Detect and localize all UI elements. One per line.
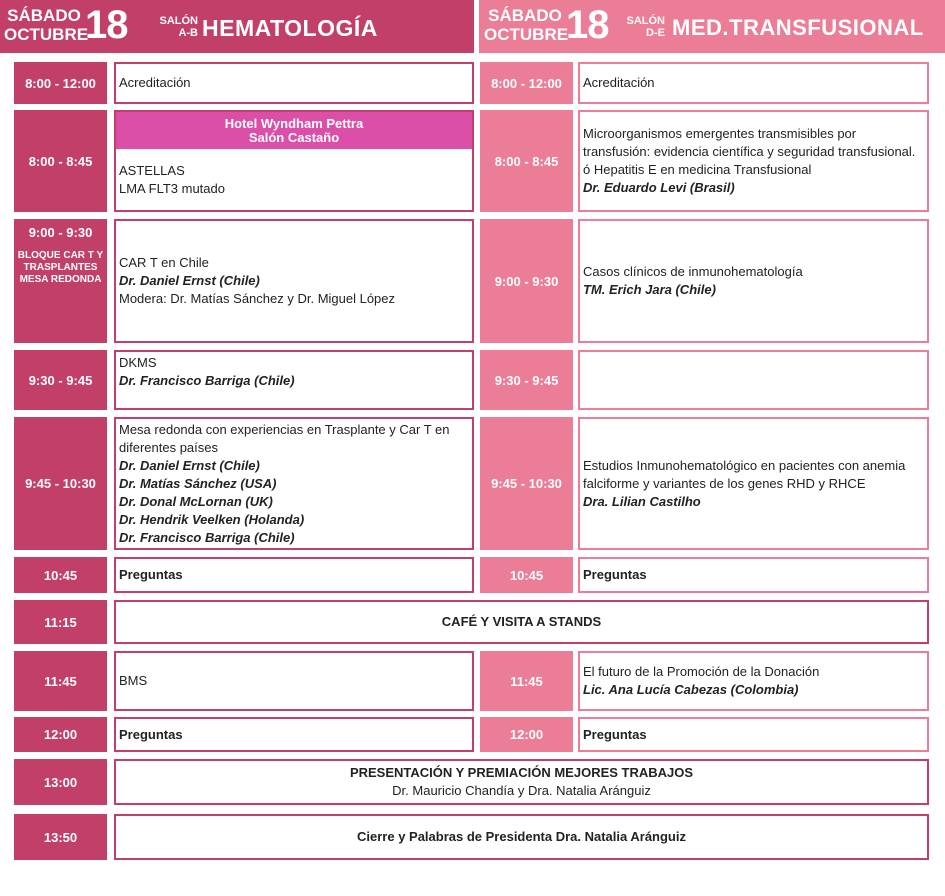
time-cell: 9:30 - 9:45 — [14, 350, 107, 410]
session-speaker: Dr. Hendrik Veelken (Holanda) — [119, 511, 305, 527]
session-moderator: Modera: Dr. Matías Sánchez y Dr. Miguel López — [119, 291, 396, 306]
header-date: 18 — [566, 3, 609, 47]
session-box — [114, 110, 474, 212]
salon-label: SALÓN — [626, 15, 665, 27]
time-cell: 8:00 - 8:45 — [14, 110, 107, 212]
session-title: Cierre y Palabras de Presidenta Dra. Natalia Aránguiz — [357, 829, 686, 844]
session-box — [578, 62, 929, 104]
session-box — [114, 717, 474, 752]
time-cell: 9:30 - 9:45 — [480, 350, 573, 410]
right-room-header — [479, 0, 945, 53]
time-label: 9:00 - 9:30 — [28, 225, 93, 240]
session-title: BMS — [119, 673, 148, 688]
session-speaker: Dr. Donal McLornan (UK) — [119, 493, 273, 509]
session-box — [114, 417, 474, 550]
session-title: Preguntas — [119, 726, 183, 742]
salon-code: A-B — [178, 27, 198, 39]
session-title: CAR T en Chile — [119, 255, 209, 270]
session-title: Preguntas — [119, 567, 183, 582]
session-box-empty — [578, 350, 929, 410]
salon-label: SALÓN — [159, 15, 198, 27]
room-name: HEMATOLOGÍA — [202, 15, 378, 41]
time-cell: 13:00 — [14, 759, 107, 805]
session-speaker: Dr. Daniel Ernst (Chile) — [119, 457, 260, 473]
session-speaker: Dr. Francisco Barriga (Chile) — [119, 373, 295, 388]
session-speaker: Dr. Francisco Barriga (Chile) — [119, 529, 295, 545]
session-title: CAFÉ Y VISITA A STANDS — [441, 614, 602, 629]
time-cell: 9:45 - 10:30 — [14, 417, 107, 550]
session-box — [578, 219, 929, 343]
time-cell: 11:15 — [14, 600, 107, 644]
header-month: OCTUBRE — [484, 25, 569, 44]
session-title: Preguntas — [583, 726, 647, 742]
session-box-full — [114, 600, 929, 644]
hotel-banner — [116, 112, 472, 149]
header-day-name: SÁBADO — [7, 6, 81, 25]
time-cell: 9:00 - 9:30 — [480, 219, 573, 343]
session-box — [578, 651, 929, 711]
block-label: BLOQUE CAR T Y TRASPLANTES MESA REDONDA — [17, 250, 104, 285]
session-title: El futuro de la Promoción de la Donación — [583, 664, 820, 679]
session-subtitle: Dr. Mauricio Chandía y Dra. Natalia Aránguiz — [392, 783, 651, 798]
session-box-full — [114, 759, 929, 805]
session-speaker: Dra. Lilian Castilho — [583, 493, 701, 509]
time-cell: 11:45 — [480, 651, 573, 711]
session-box — [114, 350, 474, 410]
session-title: Estudios Inmunohematológico en pacientes con anemia falciforme y variantes de los genes RHD y RHCE — [583, 457, 906, 491]
salon-code: D-E — [646, 27, 665, 39]
session-speaker: Dr. Eduardo Levi (Brasil) — [583, 180, 735, 195]
time-cell — [14, 219, 107, 343]
header-day-name: SÁBADO — [488, 6, 562, 25]
room-name: MED.TRANSFUSIONAL — [672, 15, 924, 40]
time-cell: 13:50 — [14, 814, 107, 860]
session-box — [114, 62, 474, 104]
header-day — [4, 6, 89, 44]
session-title: DKMS — [119, 355, 157, 370]
session-sponsor: ASTELLAS — [119, 163, 185, 178]
left-room-header — [0, 0, 474, 53]
header-salon — [152, 15, 198, 39]
session-title: Mesa redonda con experiencias en Trasplante y Car T en diferentes países — [119, 421, 450, 455]
header-date: 18 — [85, 3, 128, 47]
session-box — [578, 557, 929, 593]
time-cell: 12:00 — [480, 717, 573, 752]
session-box — [114, 651, 474, 711]
session-speaker: TM. Erich Jara (Chile) — [583, 282, 716, 297]
session-title: Casos clínicos de inmunohematología — [583, 264, 803, 279]
session-title: PRESENTACIÓN Y PREMIACIÓN MEJORES TRABAJOS — [349, 765, 694, 780]
session-title: Acreditación — [119, 75, 191, 90]
time-cell: 10:45 — [480, 557, 573, 593]
session-title: Acreditación — [583, 75, 655, 90]
session-title: Preguntas — [583, 567, 647, 582]
time-cell: 9:45 - 10:30 — [480, 417, 573, 550]
time-cell: 10:45 — [14, 557, 107, 593]
session-box — [578, 110, 929, 212]
time-cell: 11:45 — [14, 651, 107, 711]
session-speaker: Dr. Matías Sánchez (USA) — [119, 475, 277, 491]
session-box — [578, 717, 929, 752]
time-cell: 12:00 — [14, 717, 107, 752]
session-speaker: Lic. Ana Lucía Cabezas (Colombia) — [583, 682, 799, 697]
session-title: LMA FLT3 mutado — [119, 181, 225, 196]
session-box-full — [114, 814, 929, 860]
hotel-name: Hotel Wyndham Pettra — [224, 115, 364, 131]
hotel-room: Salón Castaño — [248, 129, 340, 145]
session-box — [114, 219, 474, 343]
time-cell: 8:00 - 12:00 — [480, 62, 573, 104]
session-box — [578, 417, 929, 550]
header-month: OCTUBRE — [4, 25, 89, 44]
time-cell: 8:00 - 12:00 — [14, 62, 107, 104]
session-speaker: Dr. Daniel Ernst (Chile) — [119, 273, 260, 288]
time-cell: 8:00 - 8:45 — [480, 110, 573, 212]
session-box — [114, 557, 474, 593]
header-salon — [619, 15, 665, 39]
session-title: Microorganismos emergentes transmisibles por transfusión: evidencia científica y seguridad transfusional. ó Hepatitis E en medicina Transfusional — [583, 126, 916, 177]
header-day — [484, 6, 569, 44]
